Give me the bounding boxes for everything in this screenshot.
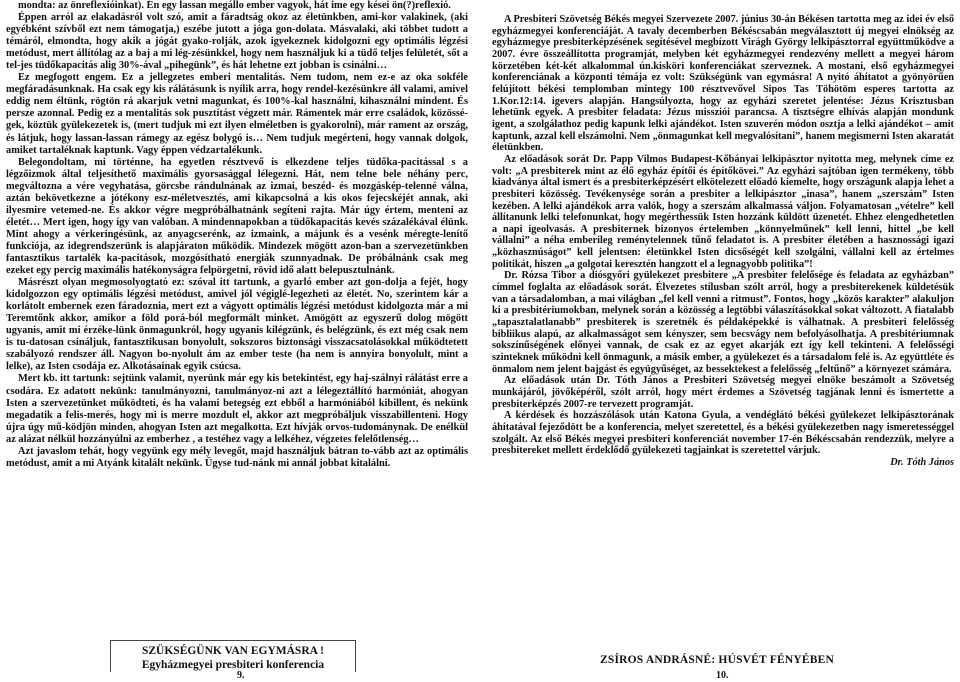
right-paragraph-1: A Presbiteri Szövetség Békés megyei Szervezete 2007. június 30-án Békésen tartotta meg az idei év első egyházmegyei konferenciáját. A tavaly decemberben Békéscsabán megválasztott új megyei elnökség az egyházmegye presbiterképzésének segítésével megbízott Virágh György lelkipásztorral együttműködve a 2007. évre összeállította programját, melyben két egyházmegyei rendezvény mellett a megyei három körzetében két-két alkalommal ún.kisköri konferenciákat szerveznek. A mostani, első egyházmegyei konferenciának a központi témája ez volt: Szükségünk van egymásra! A nyitó áhítatot a gyönyörűen felújított békési templomban mintegy 100 résztvevővel Sipos Tas Töhötöm esperes tartotta az 1.Kor.12:14. igevers alapján. Hangsúlyozta, hogy az egyházi szeretet jelentése: Jézus Krisztusban lehetünk egyek. A presbiter feladata: Jézus missziói parancsa. A tisztségre elhívás alapján mondunk igent, a szolgálathoz pedig kapunk lelki ajándékot. Isten szuverén módon osztja a lelki ajándékot – amit kaptunk, azzal kell elszámolni. Nem „önmagunkat kell megvalósítani”, hanem megismerni Isten akaratát életünkben. <box>492 14 954 154</box>
right-paragraph-4: Az előadások után Dr. Tóth János a Presbiteri Szövetség megyei elnöke beszámolt a Szövetség munkájáról, jövőképéről, szólt arról, hogy mért érdemes a Szövetség tagjának lenni és ismertette a presbiterképzés 2007-re tervezett programját. <box>492 375 954 410</box>
page-number-right: 10. <box>716 670 729 681</box>
left-paragraph-1: Éppen arról az elakadásról volt szó, amit a fáradtság okoz az életünkben, ami-kor valakinek, (aki egyébként szívből ezt nem támogatja,) eszébe jutott a jóga gon-dolata. Másvalaki, aki többet tudott a témáról, elmondta, hogy akik a jógát gyako-rolják, azok igyekeznek kidolgozni egy optimális légzési metódust, mert állítólag az a baj a mi lég-zésünkkel, hogy nem használjuk ki a tüdő teljes felületét, sőt a tel-jes tüdőkapacitás alig 30%-ával „pihegünk”, és hát lehetne ezt jobban is csinálni… <box>6 12 468 72</box>
footer-title-box <box>110 640 356 672</box>
left-paragraph-6: Azt javaslom tehát, hogy vegyünk egy mély levegőt, majd használjuk bátran to-vább azt az optimális metódust, amit a mi Atyánk kitalált nekünk. Ügyse tud-nánk mi annál jobbat kitalálni. <box>6 445 468 469</box>
signature: Dr. Tóth János <box>890 456 954 468</box>
photo-caption: ZSÍROS ANDRÁSNÉ: HÚSVÉT FÉNYÉBEN <box>600 654 835 666</box>
left-paragraph-4: Másrészt olyan megmosolyogtató ez: szóval itt tartunk, a gyarló ember azt gon-dolja a fejét, hogy kidolgozzon egy optimális légzési metódust, amivel jól végiglé-legezheti az életét. No, szerintem kár a korlátolt embernek ezen fáradoznia, mert ezt a vágyott optimális légzési metódust kidolgozta már a mi Teremtőnk akkor, amikor a föld porá-ból megformált minket. Amögött az egyszerű dolog mögött ugyanis, amit mi érzéke-lünk önmagunkról, hogy ugyanis kilégzünk, és belégzünk, és ezt még csak nem is tu-datosan csináljuk, fantasztikusan bonyolult, sokszoros biztonsági visszacsatolásokkal működtetett szabályozó rendszer áll. Nagyon bo-nyolult ám az ember teste (ha nem is annyira bonyolult, mint a lelke), az Isten csodája ez. Alkotásainak egyik csúcsa. <box>6 277 468 373</box>
right-paragraph-2: Az előadások sorát Dr. Papp Vilmos Budapest-Kőbányai lelkipásztor nyitotta meg, melynek címe ez volt: „A presbiterek mint az élő egyház építői és építőkövei.” Az egyházi sajtóban igen termékeny, több kiadványa által ismert és a presbiterképzésért elkötelezett előadó kiemelte, hogy országunk alapja lehet a presbiteri közösség. Tevékenysége során a presbiter a lelkipásztor „inasa”, hanem „szerszám” Isten kezében. A lelki ajándékok arra valók, hogy a szerszám alkalmassá váljon. Folyamatosan „vételre” kell állítanunk lelki telefonunkat, hogy megérthessük Isten hozzánk küldött üzenetét. Ehhez elengedhetetlen a napi igeolvasás. A presbiternek bizonyos értelemben „könnyelműnek” kell lenni, hittel „be kell vállalni” a néha emberileg reménytelennek tűnő feladatot is. A presbiter életében a hasznossági igazi „közhasznúságot” kell jelentsen: életünkkel Isten dicsőségét kell szolgálni, vállalni kell az értelmes politikát, hiszen „a golgotai keresztén hangzott el a legnagyobb politika”! <box>492 153 954 270</box>
left-paragraph-5: Mert kb. itt tartunk: sejtünk valamit, nyerünk már egy kis betekintést, egy haj-szálnyi rálátást erre a csodára. Ez adatott nekünk: tanulmányozni, tanulmányoz-ni azt a lélegeztállító harmóniát, ahogyan Isten a szervezetünket működteti, és ha valami betegség ezt ebből a harmóniából kibillent, és nekünk megadatik a felis-merés, hogy mi is merre mozdult el, akkor azt megpróbáljuk visszabillenteni. Hogy újra úgy mű-ködjön minden, ahogyan Isten azt megalkotta. Ezt hívják orvos-tudománynak. De enélkül az alázat nélkül hozzányúlni az emberhez , a testéhez vagy a lelkéhez, végzetes felelőtlenség… <box>6 373 468 445</box>
left-page <box>0 0 476 682</box>
left-top-line: mondta: az önreflexióinkat). Én egy lassan megállo ember vagyok, hát ime egy kései ön(?)reflexió. <box>18 0 451 11</box>
right-page <box>484 0 960 682</box>
right-paragraph-3: Dr. Rózsa Tibor a diósgyőri gyülekezet presbitere „A presbiter felelősége és feladata az egyházban” címmel foglalta az előadások sorát. Élvezetes stílusban szólt arról, hogy a presbiterekenek küldetésük van a társadalomban, a mai világban „fel kell venni a ritmust”. Fontos, hogy „közös karakter” alakuljon ki a presbitériumokban, melynek során a közösség a legtöbbi válaszításokkal sokat változott. A fiatalabb „tapasztalatlanabb” presbiterek is szeretnék és példaképekké is válhatnak. A presbiteri felelősség bibliikus alapú, az alkalmasságot sem kényszer, sem becsvágy nem befolyásolhatja. A presbitériumnak sokszínűségének előnyei vannak, de csak ez az egyet akarják ezt így kell tekinteni. A felelősségi szinteknek működni kell önmagunk, a másik ember, a gyülekezet és a társadalom felé is. Az együttléte és önmalom nem jelent bajgást és együgyűséget, az bessektekest a felelősség „feltűnő” a környezet számára. <box>492 270 954 375</box>
left-column <box>6 0 468 470</box>
footer-subtitle: Egyházmegyei presbiteri konferencia <box>141 659 325 671</box>
left-paragraph-3: Belegondoltam, mi történne, ha egyetlen résztvevő is elkezdene teljes tüdőka-pacitással s a légzőizmok által teljesíthető maximális gyorsasággal lélegezni. Hát, nem telne bele néhány perc, megváltozna a vére vegyhatása, görcsbe rándulnának az izmai, beszéd- és mozgáskép-telenné válna, aztán bekövetkezne a jótékony esz-méletvesztés, ami kikapcsolná a kis okos fejecskéjét annak, aki ilyesmire vetemed-ne. És akkor végre megpróbálhatnánk segíteni rajta. Már úgy értem, menteni az életét… Mert igen, hogy így van valóban. A mindennapokban a tüdőkapacitás kevés százalékával élünk. Mint ahogy a vérkeringésünk, az anyagcserénk, az izmaink, a májunk és a vesénk méregte-lenítő funkciója, az idegrendszerünk is alapjáraton működik. Mindezek mögött azon-ban a szervezetünkben fantasztikus tartalék ka-pacitások, mozgósítható energiák szunnyadnak. De próbálnánk csak meg ezeket egy percig maximális hatékonyságra felpörgetni, rövid idő alatt belepusztulnánk. <box>6 156 468 277</box>
right-column <box>492 14 954 469</box>
right-paragraph-5: A kérdések és hozzászólások után Katona Gyula, a vendéglátó békési gyülekezet lelkipásztorának áhítatával fejeződött be a konferencia, melyet szeretettel, és a békési gyülekezetben nagy ismeretességgel szolgált. Az első Békés megyei presbiteri konferenciát november 17-én Békéscsabán rendezzük, melyre a presbitereket mellett érdeklődő gyülekezeti tagjainkat is szeretettel várjuk. <box>492 410 954 457</box>
page-number-left: 9. <box>237 670 245 681</box>
left-paragraph-2: Ez megfogott engem. Ez a jellegzetes emberi mentalitás. Nem tudom, nem ez-e az oka sokféle megfáradásunknak. Ha csak egy kis rálátásunk is nyílik arra, hogy rendel-kezésünkre áll valami, amivel eddig nem éltünk, rögtön rá akarjuk vetni magunkat, és 100%-kal használni, kihasználni mindent. És persze azonnal. Pedig ez a mentalitás sok pusztítást végzett már. Rámentek már erre családok, közössé-gek, köztük gyülekezetek is, (mert tudjuk mi ezt ilyen elméletben is gyakorolni), már rament az ország, és látjuk, hogy lassan-lassan rámegy az egész bolygó is… Nem tudjuk megérteni, hogy vannak dolgok, amiket tartaléknak kaptunk. Vagy éppen védzartalékunk. <box>6 72 468 156</box>
footer-title: SZÜKSÉGÜNK VAN EGYMÁSRA ! <box>141 645 324 657</box>
